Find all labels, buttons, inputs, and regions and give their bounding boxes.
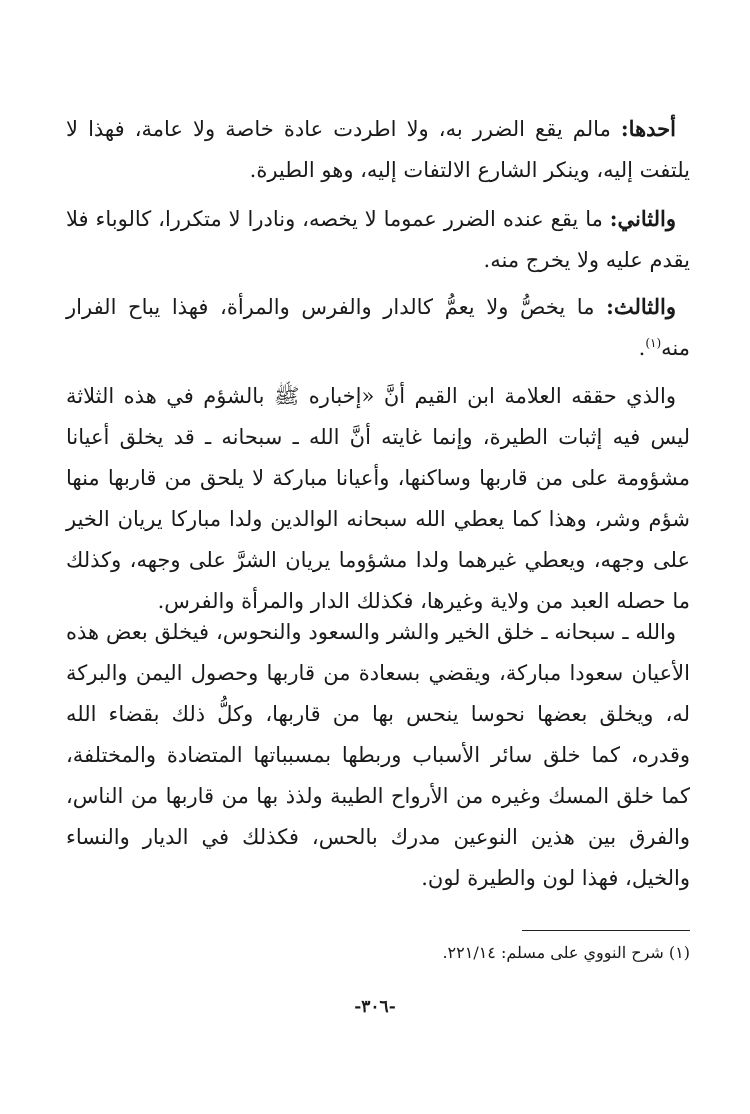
paragraph-lead-second: والثاني: (609, 206, 676, 231)
footnote-reference: (١) (645, 336, 662, 350)
paragraph-end-third: . (638, 336, 646, 360)
paragraph-text-second: ما يقع عنده الضرر عموما لا يخصه، ونادرا لا متكررا، كالوباء فلا يقدم عليه ولا يخرج منه. (66, 207, 690, 272)
paragraph-lead-first: أحدها: (620, 116, 676, 141)
paragraph-first-category (66, 108, 690, 191)
footnote (66, 938, 690, 968)
paragraph-second-category (66, 198, 690, 281)
paragraph-lead-third: والثالث: (606, 294, 676, 319)
paragraph-creation (66, 612, 690, 899)
footnote-text: (١) شرح النووي على مسلم: ٢٢١/١٤. (442, 943, 690, 962)
paragraph-text-first: مالم يقع الضرر به، ولا اطردت عادة خاصة ولا عامة، فهذا لا يلتفت إليه، وينكر الشارع الالتفات إليه، وهو الطيرة. (66, 117, 690, 182)
footnote-divider (522, 930, 690, 931)
paragraph-third-category (66, 286, 690, 369)
paragraph-text-creation: والله ـ سبحانه ـ خلق الخير والشر والسعود والنحوس، فيخلق بعض هذه الأعيان سعودا مباركة، ويقضي بسعادة من قاربها وحصول اليمن والبركة له، ويخلق بعضها نحوسا ينحس بها من قاربها، وكلُّ ذلك بقضاء الله وقدره، كما خلق سائر الأسباب وربطها بمسبباتها المتضادة والمختلفة، كما خلق المسك وغيره من الأرواح الطيبة ولذذ بها من قاربها من الناس، والفرق بين هذين النوعين مدرك بالحس، فكذلك في الديار والنساء والخيل، فهذا لون والطيرة لون. (66, 620, 690, 890)
page-number: -٣٠٦- (354, 997, 396, 1017)
paragraph-text-third: ما يخصُّ ولا يعمُّ كالدار والفرس والمرأة، فهذا يباح الفرار منه (66, 295, 690, 360)
paragraph-ibn-qayyim (66, 376, 690, 622)
paragraph-text-ibn-qayyim: والذي حققه العلامة ابن القيم أنَّ «إخباره ﷺ بالشؤم في هذه الثلاثة ليس فيه إثبات الطيرة، وإنما غايته أنَّ الله ـ سبحانه ـ قد يخلق أعيانا مشؤومة على من قاربها وساكنها، وأعيانا مباركة لا يلحق من قاربها منها شؤم وشر، وهذا كما يعطي الله سبحانه الوالدين ولدا مباركا يريان الخير على وجهه، ويعطي غيرهما ولدا مشؤوما يريان الشرَّ على وجهه، وكذلك ما حصله العبد من ولاية وغيرها، فكذلك الدار والمرأة والفرس. (66, 384, 690, 613)
